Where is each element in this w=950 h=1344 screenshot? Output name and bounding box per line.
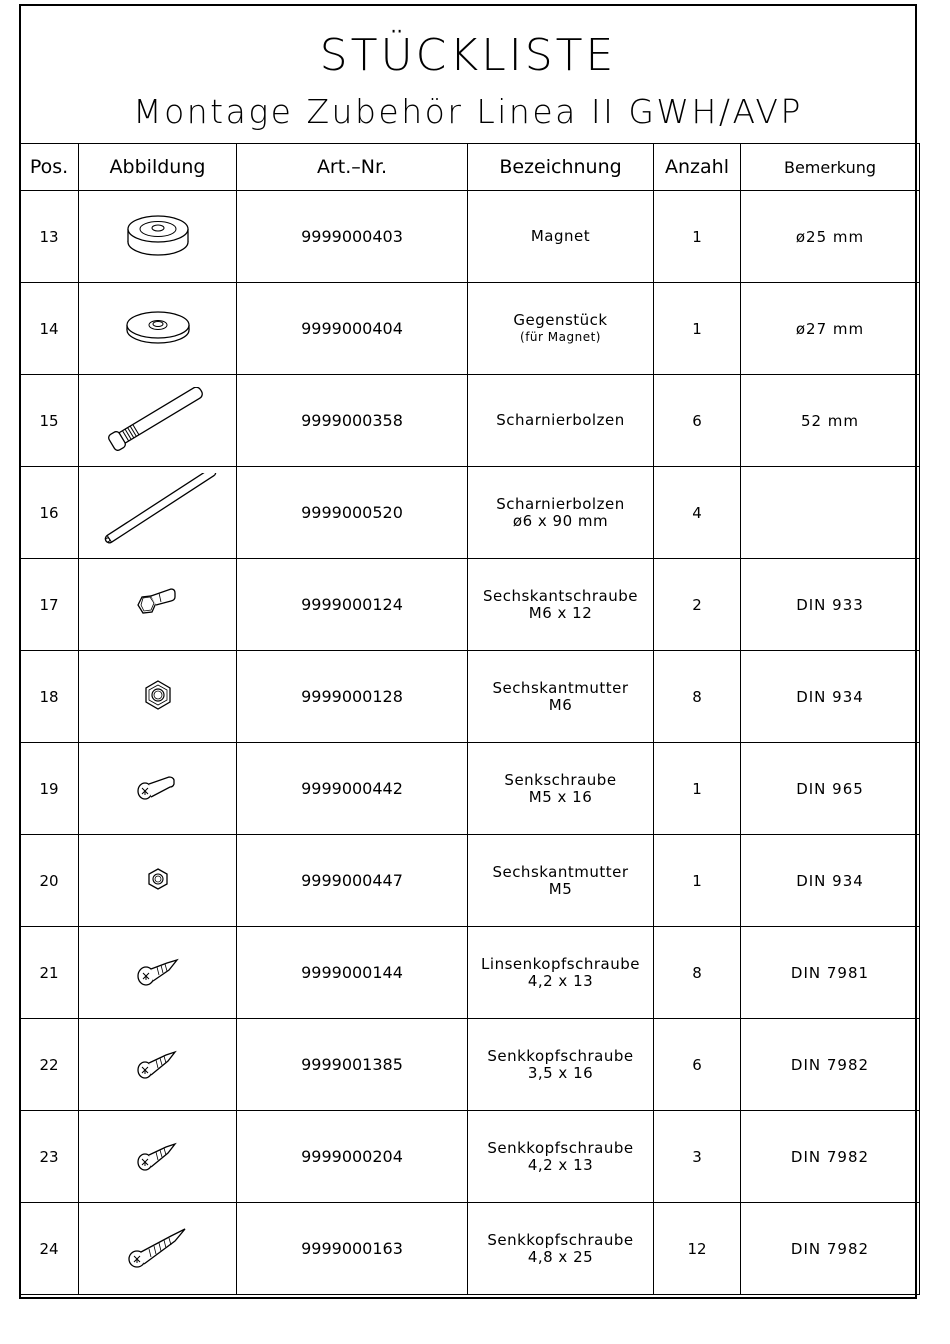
description-line-2: M5 [548,879,573,898]
description-cell [468,191,654,283]
description-line-2: 4,8 x 25 [527,1247,594,1266]
column-header-description: Bezeichnung [468,144,654,191]
description-line-1: Scharnierbolzen [496,494,625,513]
image-cell [79,283,237,375]
description-line-2: M5 x 16 [528,787,593,806]
quantity-cell: 8 [654,927,741,1019]
pos-cell: 18 [20,651,79,743]
description-line-1: Gegenstück [513,310,608,329]
table-row [20,651,920,743]
description-line-2: 4,2 x 13 [527,971,594,990]
remark-cell: DIN 934 [741,651,920,743]
table-row [20,1019,920,1111]
remark-cell: DIN 7982 [741,1111,920,1203]
article-number-cell: 9999000403 [237,191,468,283]
description-line-1: Linsenkopfschraube [481,954,640,973]
article-number-cell: 9999000128 [237,651,468,743]
hex-nut-icon [79,677,236,717]
magnet-icon [79,210,236,264]
quantity-cell: 2 [654,559,741,651]
image-cell [79,743,237,835]
column-header-article-number: Art.–Nr. [237,144,468,191]
long-hinge-pin-icon [79,473,236,553]
pos-cell: 23 [20,1111,79,1203]
countersunk-tapping-screw-icon [79,1135,236,1179]
quantity-cell: 1 [654,191,741,283]
quantity-cell: 1 [654,283,741,375]
quantity-cell: 1 [654,835,741,927]
hex-nut-small-icon [79,864,236,898]
pos-cell: 24 [20,1203,79,1295]
description-cell [468,1019,654,1111]
pos-cell: 16 [20,467,79,559]
page-title: STÜCKLISTE [319,30,617,81]
remark-cell: DIN 7982 [741,1203,920,1295]
pos-cell: 19 [20,743,79,835]
description-cell [468,559,654,651]
article-number-cell: 9999000163 [237,1203,468,1295]
page-subtitle: Montage Zubehör Linea II GWH/AVP [133,92,803,131]
table-row [20,467,920,559]
remark-cell: DIN 934 [741,835,920,927]
pos-cell: 14 [20,283,79,375]
description-line-2: M6 x 12 [528,603,593,622]
pos-cell: 22 [20,1019,79,1111]
article-number-cell: 9999000404 [237,283,468,375]
column-header-pos: Pos. [20,144,79,191]
description-cell [468,283,654,375]
quantity-cell: 1 [654,743,741,835]
remark-cell: DIN 7981 [741,927,920,1019]
pos-cell: 15 [20,375,79,467]
hinge-pin-icon [79,387,236,455]
image-cell [79,467,237,559]
table-row [20,835,920,927]
countersunk-screw-icon [79,769,236,809]
description-cell [468,375,654,467]
quantity-cell: 12 [654,1203,741,1295]
table-row [20,283,920,375]
description-line-1: Senkkopfschraube [487,1230,634,1249]
description-line-1: Senkschraube [504,770,617,789]
description-line-1: Magnet [530,227,591,245]
image-cell [79,1111,237,1203]
description-cell [468,1203,654,1295]
table-header-row [20,144,920,191]
description-cell [468,743,654,835]
remark-cell: DIN 965 [741,743,920,835]
article-number-cell: 9999001385 [237,1019,468,1111]
description-line-1: Senkkopfschraube [487,1138,634,1157]
pos-cell: 13 [20,191,79,283]
quantity-cell: 4 [654,467,741,559]
column-header-quantity: Anzahl [654,144,741,191]
description-cell [468,835,654,927]
remark-cell: DIN 933 [741,559,920,651]
description-line-2: M6 [548,695,573,714]
description-cell [468,467,654,559]
remark-cell: ø27 mm [741,283,920,375]
description-line-1: Sechskantschraube [482,586,638,605]
description-line-2: 4,2 x 13 [527,1155,594,1174]
counterpart-disc-icon [79,305,236,353]
pos-cell: 21 [20,927,79,1019]
pos-cell: 20 [20,835,79,927]
image-cell [79,927,237,1019]
remark-cell: DIN 7982 [741,1019,920,1111]
article-number-cell: 9999000358 [237,375,468,467]
image-cell [79,191,237,283]
table-row [20,1203,920,1295]
description-cell [468,927,654,1019]
table-row [20,743,920,835]
description-line-1: Sechskantmutter [492,862,629,881]
article-number-cell: 9999000520 [237,467,468,559]
parts-table [19,143,920,1295]
description-line-2: ø6 x 90 mm [512,511,609,530]
column-header-image: Abbildung [79,144,237,191]
image-cell [79,835,237,927]
article-number-cell: 9999000124 [237,559,468,651]
image-cell [79,375,237,467]
pan-head-screw-icon [79,951,236,995]
quantity-cell: 8 [654,651,741,743]
remark-cell: ø25 mm [741,191,920,283]
remark-cell [741,467,920,559]
description-cell [468,1111,654,1203]
table-row [20,1111,920,1203]
long-countersunk-tapping-screw-icon [79,1222,236,1276]
remark-cell: 52 mm [741,375,920,467]
article-number-cell: 9999000204 [237,1111,468,1203]
quantity-cell: 6 [654,1019,741,1111]
table-row [20,191,920,283]
hex-bolt-icon [79,583,236,627]
description-cell [468,651,654,743]
table-row [20,927,920,1019]
image-cell [79,1019,237,1111]
description-line-1: Scharnierbolzen [496,411,625,429]
image-cell [79,559,237,651]
description-line-2: (für Magnet) [520,329,601,344]
parts-list-sheet [19,4,917,1299]
article-number-cell: 9999000144 [237,927,468,1019]
pos-cell: 17 [20,559,79,651]
description-line-1: Senkkopfschraube [487,1046,634,1065]
image-cell [79,651,237,743]
table-row [20,375,920,467]
quantity-cell: 3 [654,1111,741,1203]
quantity-cell: 6 [654,375,741,467]
column-header-remark: Bemerkung [741,144,920,191]
article-number-cell: 9999000447 [237,835,468,927]
image-cell [79,1203,237,1295]
countersunk-tapping-screw-icon [79,1043,236,1087]
description-line-1: Sechskantmutter [492,678,629,697]
article-number-cell: 9999000442 [237,743,468,835]
description-line-2: 3,5 x 16 [527,1063,594,1082]
table-row [20,559,920,651]
